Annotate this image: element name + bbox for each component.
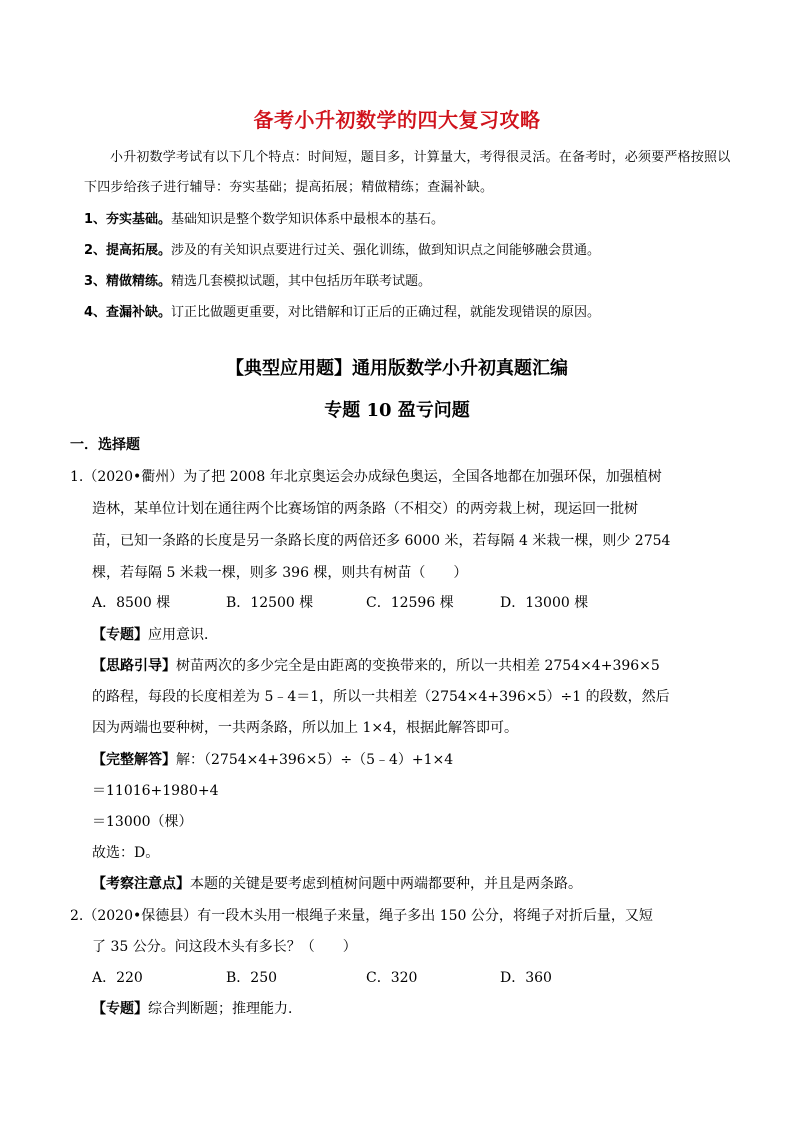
question-1-line: 苗，已知一条路的长度是另一条路长度的两倍还多 6000 米，若每隔 4 米栽一棵，则少 2754 [92, 533, 671, 549]
hint-line: 因为两端也要种树，一共两条路，所以加上 1×4，根据此解答即可。 [92, 720, 518, 736]
tip-label: 1、夯实基础。 [84, 212, 172, 227]
question-1-choices [92, 592, 588, 612]
choice-d: D．360 [500, 970, 552, 986]
intro-paragraph: 小升初数学考试有以下几个特点：时间短，题目多，计算量大，考得很灵活。在备考时，必须要严格按照以下四步给孩子进行辅导：夯实基础；提高拓展；精做精练；查漏补缺。 [84, 150, 731, 195]
answer-step: ＝13000（棵） [92, 814, 193, 830]
topic-title: 专题 10 盈亏问题 [324, 400, 470, 421]
hint-line: 的路程，每段的长度相差为 5﹣4＝1，所以一共相差（2754×4+396×5）÷1 的段数，然后 [92, 689, 670, 705]
choice-b: B．12500 棵 [226, 595, 314, 611]
tip-label: 2、提高拓展。 [84, 243, 172, 258]
tip-text: 订正比做题更重要，对比错解和订正后的正确过程，就能发现错误的原因。 [171, 305, 601, 320]
question-2-line: 2.（2020•保德县）有一段木头用一根绳子来量，绳子多出 150 公分，将绳子对折后量，又短 [70, 908, 653, 924]
hint-text: 树苗两次的多少完全是由距离的变换带来的，所以一共相差 2754×4+396×5 [176, 658, 660, 674]
choice-c: C．12596 棵 [366, 595, 454, 611]
document-title: 备考小升初数学的四大复习攻略 [253, 108, 541, 132]
question-1-line: 棵，若每隔 5 米栽一棵，则多 396 棵，则共有树苗（ ） [92, 565, 468, 581]
section-heading: 一．选择题 [70, 437, 140, 453]
topic-text: 应用意识． [148, 627, 218, 643]
answer-step: ＝11016+1980+4 [92, 783, 219, 799]
answer-line [92, 749, 453, 769]
topic-line [92, 998, 302, 1018]
tip-text: 涉及的有关知识点要进行过关、强化训练，做到知识点之间能够融会贯通。 [171, 243, 601, 258]
hint-line [92, 655, 660, 675]
tip-item [84, 208, 744, 227]
topic-tag: 【专题】 [92, 1001, 148, 1017]
note-tag: 【考察注意点】 [92, 876, 190, 892]
tip-item [84, 301, 744, 320]
tip-text: 基础知识是整个数学知识体系中最根本的基石。 [171, 212, 445, 227]
choice-d: D．13000 棵 [500, 595, 589, 611]
topic-text: 综合判断题；推理能力． [148, 1001, 302, 1017]
topic-line [92, 624, 218, 644]
compilation-title: 【典型应用题】通用版数学小升初真题汇编 [226, 358, 568, 379]
tip-label: 4、查漏补缺。 [84, 305, 172, 320]
choice-c: C．320 [366, 970, 418, 986]
question-1-line: 1.（2020•衢州）为了把 2008 年北京奥运会办成绿色奥运，全国各地都在加强环保，加强植树 [70, 469, 662, 485]
question-1-line: 造林，某单位计划在通往两个比赛场馆的两条路（不相交）的两旁栽上树，现运回一批树 [92, 501, 638, 517]
answer-tag: 【完整解答】 [92, 752, 176, 768]
tip-item [84, 270, 744, 289]
question-2-line: 了 35 公分。问这段木头有多长？（ ） [92, 939, 357, 955]
question-2-choices [92, 967, 552, 987]
choice-b: B．250 [226, 970, 278, 986]
tip-item [84, 239, 744, 258]
tip-label: 3、精做精练。 [84, 274, 172, 289]
answer-text: 解：（2754×4+396×5）÷（5﹣4）+1×4 [176, 752, 454, 768]
choice-a: A．8500 棵 [92, 595, 171, 611]
topic-tag: 【专题】 [92, 627, 148, 643]
answer-step: 故选：D。 [92, 845, 160, 861]
note-line [92, 873, 582, 893]
choice-a: A．220 [92, 970, 143, 986]
hint-tag: 【思路引导】 [92, 658, 176, 674]
note-text: 本题的关键是要考虑到植树问题中两端都要种，并且是两条路。 [190, 876, 582, 892]
tip-text: 精选几套模拟试题，其中包括历年联考试题。 [171, 274, 432, 289]
